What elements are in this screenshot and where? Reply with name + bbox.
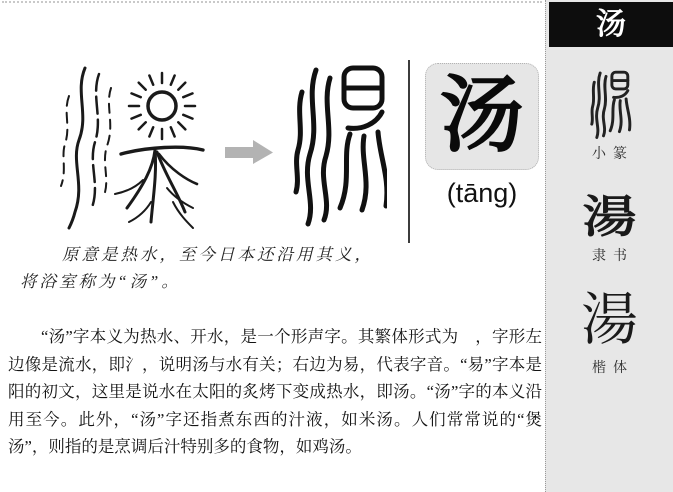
seal-script-glyph-small [588, 68, 632, 140]
script-label-regular: 楷体 [592, 361, 634, 376]
script-entry-seal [546, 68, 673, 140]
water-waves-drawing [61, 68, 111, 228]
character-card [425, 63, 539, 170]
caption-line-1: 原意是热水，至今日本还沿用其义， [62, 245, 374, 264]
ground-roots-drawing [115, 147, 203, 228]
body-paragraph: “汤”字本义为热水、开水，是一个形声字。其繁体形式为 ，字形左边像是流水，即氵，说明汤与水有关；右边为易，代表字音。“易”字本是阳的初文，这里是说水在太阳的炙烤下变成热水，即汤。“汤”字的本义沿用至今。此外，“汤”字还指煮东西的汁液，如米汤。人们常常说的“煲汤”，则指的是烹调后汁特别多的食物，如鸡汤。 [8, 327, 542, 457]
script-entry-clerical [546, 190, 673, 244]
regular-script-glyph: 湯 [581, 289, 638, 352]
etymology-illustration [55, 62, 217, 234]
caption-line-2: 将浴室称为“汤”。 [20, 272, 181, 291]
vertical-divider [408, 60, 410, 243]
script-entry-regular [546, 289, 673, 352]
script-label-clerical: 隶书 [592, 249, 634, 264]
seal-script-glyph-large [292, 56, 387, 232]
sidebar-header-character: 汤 [596, 7, 626, 41]
clerical-script-glyph: 湯 [582, 192, 637, 242]
main-character: 汤 [439, 69, 524, 163]
script-label-seal: 小篆 [592, 147, 634, 162]
script-sidebar [545, 0, 673, 492]
pinyin-label: (tāng) [446, 178, 518, 208]
top-dotted-divider [2, 1, 542, 3]
arrow-right-icon [223, 138, 275, 166]
sidebar-header [549, 2, 673, 47]
sun-icon [129, 73, 195, 139]
